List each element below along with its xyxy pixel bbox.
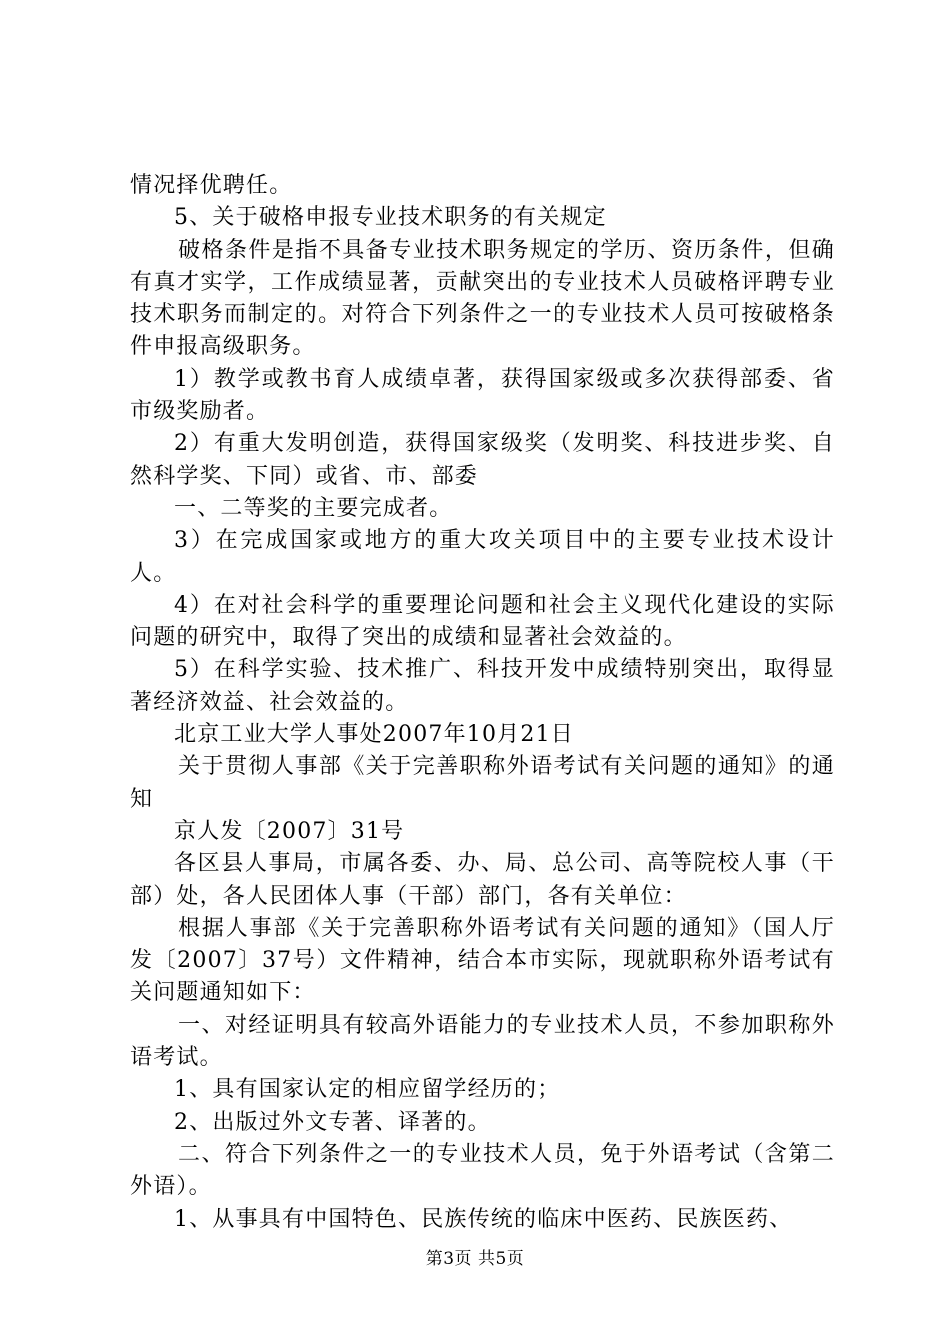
paragraph: 各区县人事局，市属各委、办、局、总公司、高等院校人事（干部）处，各人民团体人事（干部）部门，各有关单位： xyxy=(130,851,835,909)
page-footer xyxy=(0,1244,950,1269)
paragraph: 4）在对社会科学的重要理论问题和社会主义现代化建设的实际问题的研究中，取得了突出的成绩和显著社会效益的。 xyxy=(130,592,835,651)
paragraph: 二、符合下列条件之一的专业技术人员，免于外语考试（含第二外语）。 xyxy=(130,1141,835,1200)
paragraph: 一、二等奖的主要完成者。 xyxy=(174,495,453,521)
paragraph: 5）在科学实验、技术推广、科技开发中成绩特别突出，取得显著经济效益、社会效益的。 xyxy=(130,657,835,715)
paragraph: 2、出版过外文专著、译著的。 xyxy=(174,1109,491,1135)
paragraph: 1、具有国家认定的相应留学经历的； xyxy=(174,1077,561,1103)
paragraph: 一、对经证明具有较高外语能力的专业技术人员，不参加职称外语考试。 xyxy=(130,1012,835,1071)
paragraph: 根据人事部《关于完善职称外语考试有关问题的通知》（国人厅发〔2007〕37号）文件精神，结合本市实际，现就职称外语考试有关问题通知如下： xyxy=(130,915,835,1006)
paragraph: 1）教学或教书育人成绩卓著，获得国家级或多次获得部委、省市级奖励者。 xyxy=(130,366,835,425)
paragraph: 破格条件是指不具备专业技术职务规定的学历、资历条件，但确有真才实学，工作成绩显著，贡献突出的专业技术人员破格评聘专业技术职务而制定的。对符合下列条件之一的专业技术人员可按破格条件申报高级职务。 xyxy=(130,237,835,360)
document-body xyxy=(130,170,835,1236)
notice-title: 关于贯彻人事部《关于完善职称外语考试有关问题的通知》的通知 xyxy=(130,754,835,812)
signature-line: 北京工业大学人事处2007年10月21日 xyxy=(174,722,574,748)
document-number: 京人发〔2007〕31号 xyxy=(174,818,405,844)
paragraph: 3）在完成国家或地方的重大攻关项目中的主要专业技术设计人。 xyxy=(130,528,835,586)
paragraph: 1、从事具有中国特色、民族传统的临床中医药、民族医药、 xyxy=(174,1206,793,1232)
paragraph: 情况择优聘任。 xyxy=(130,173,293,198)
paragraph: 5、关于破格申报专业技术职务的有关规定 xyxy=(174,205,607,231)
page-number: 第3页 共5页 xyxy=(425,1249,525,1269)
paragraph: 2）有重大发明创造，获得国家级奖（发明奖、科技进步奖、自然科学奖、下同）或省、市、部委 xyxy=(130,431,835,489)
